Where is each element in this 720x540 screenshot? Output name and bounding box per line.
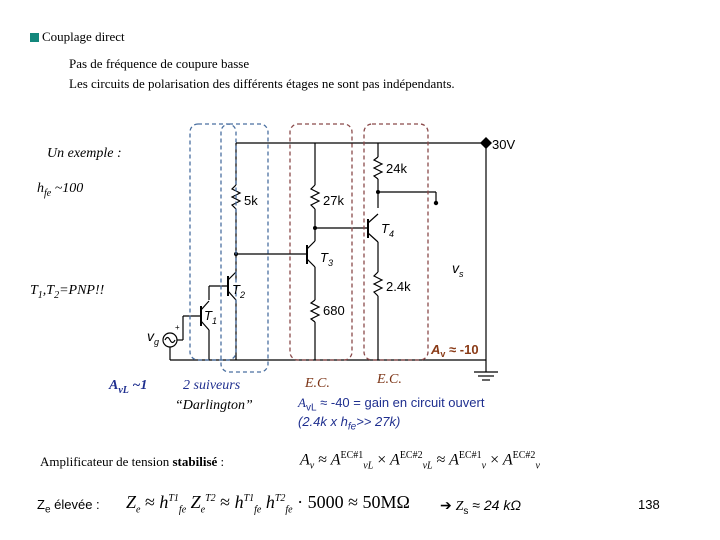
stage-box-t3: [290, 124, 352, 360]
t3-label: $T_3$: [320, 250, 333, 268]
formula-ze: $Z_e \approx h^{T1}_{fe}$ $Z_e^{T2} \approx h^{T1}_{fe}$ $h^{T2}_{fe} \cdot 5000 \approx 50M\Omega$: [126, 492, 410, 516]
darlington-label: “Darlington”: [175, 398, 253, 413]
hfe-label: $h_{fe}$ ~100: [37, 181, 84, 199]
ze-line: $Z_e$ élevée :: [37, 497, 100, 516]
r5-label: 680: [323, 303, 345, 318]
r1-label: 24k: [386, 161, 407, 176]
formula-av: $A_v \approx A^{EC\#1}_{vL} \times A^{EC\#2}_{vL} \approx A^{EC\#1}_v \times A^{EC\#2}_v$: [300, 450, 540, 472]
zs-label: ➔ $Z_s \approx 24$ kΩ: [440, 497, 521, 517]
supply-voltage-label: 30V: [492, 137, 516, 152]
t2-label: $T_2$: [232, 282, 245, 300]
bullet-2: Les circuits de polarisation des différents étages ne sont pas indépendants.: [69, 76, 455, 91]
amplifier-line: Amplificateur de tension stabilisé :: [40, 454, 225, 469]
gain-label: $A_{vL} \approx -40$ = gain en circuit ouvert: [298, 395, 485, 414]
output-terminal-icon: [434, 201, 438, 205]
vs-label: $v_s$: [452, 260, 464, 279]
page-title: Couplage direct: [42, 29, 125, 44]
supply-terminal-icon: [480, 137, 492, 149]
stage-box-t4: [364, 124, 428, 360]
t1-label: $T_1$: [204, 308, 217, 326]
vg-label: $v_g$: [147, 328, 160, 347]
stage-box-t2: [221, 124, 268, 372]
resistor-27k: [311, 185, 319, 209]
r4-label: 2.4k: [386, 279, 411, 294]
bullet-1: Pas de fréquence de coupure basse: [69, 56, 250, 71]
pnp-label: $T_1,T_2=PNP$!!: [30, 283, 105, 301]
resistor-680: [311, 300, 319, 322]
r3-label: 27k: [323, 193, 344, 208]
av-label: $A_v \approx -10$: [431, 342, 479, 359]
page-number: 138: [638, 497, 660, 512]
gain-note: (2.4k x $h_{fe}>> 27k$): [298, 414, 401, 433]
suiveurs-label: 2 suiveurs: [183, 378, 241, 393]
resistor-2-4k: [374, 272, 382, 296]
resistor-24k: [374, 157, 382, 179]
plus-sign: +: [175, 323, 180, 332]
ec-left-label: E.C.: [305, 376, 330, 391]
example-label: Un exemple :: [47, 146, 122, 161]
t4-label: $T_4$: [381, 221, 394, 239]
r2-label: 5k: [244, 193, 258, 208]
avl-label: $A_{vL}$ ~1: [109, 378, 148, 396]
ec-right-label: E.C.: [377, 372, 402, 387]
arrow-right-icon: ➔: [440, 497, 452, 513]
